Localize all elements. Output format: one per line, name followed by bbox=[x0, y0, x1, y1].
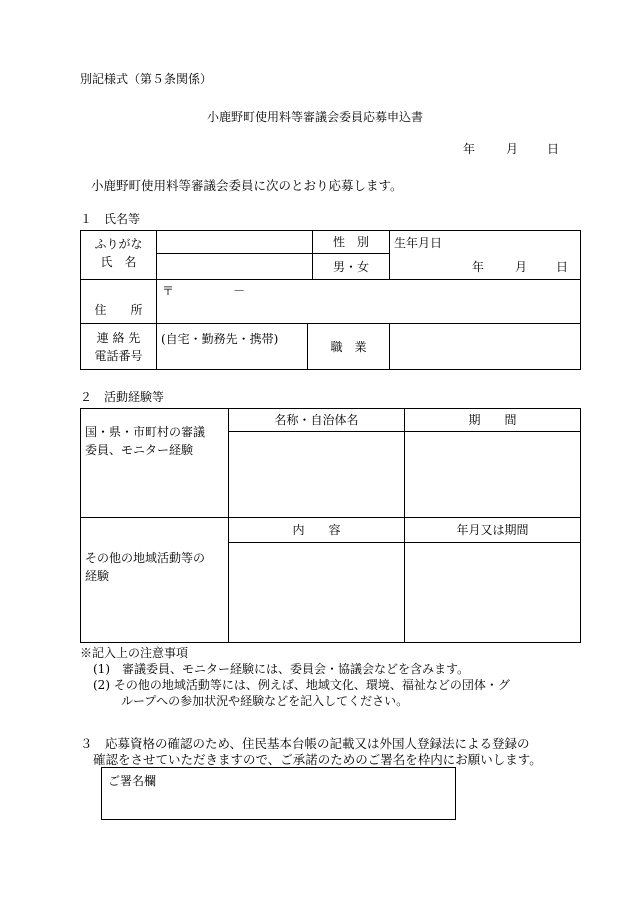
council-experience-label-1: 国・県・市町村の審議 bbox=[85, 425, 206, 439]
postal-dash: － bbox=[233, 284, 246, 298]
contact-label-cell bbox=[81, 324, 157, 370]
postal-mark: 〒 bbox=[162, 284, 175, 298]
section3-line-2: 確認をさせていただきますので、ご承諾のためのご署名を枠内にお願いします。 bbox=[93, 752, 542, 767]
birthdate-label: 生年月日 bbox=[394, 236, 443, 250]
occupation-label: 職 業 bbox=[308, 324, 390, 370]
activity-content-input-cell[interactable] bbox=[229, 543, 405, 643]
council-name-input-cell[interactable] bbox=[229, 432, 405, 518]
note-item-2-line-1: (2) その他の地域活動等には、例えば、地域文化、環境、福祉などの団体・グ bbox=[93, 678, 510, 692]
birthdate-cell[interactable] bbox=[390, 231, 581, 280]
furigana-input-cell[interactable] bbox=[157, 231, 313, 254]
notes-heading: ※記入上の注意事項 bbox=[80, 646, 189, 660]
local-activity-label-2: 経験 bbox=[85, 569, 110, 583]
name-label: 氏 名 bbox=[100, 255, 137, 269]
local-activity-label-1: その他の地域活動等の bbox=[85, 551, 206, 565]
signature-label: ご署名欄 bbox=[108, 774, 157, 788]
occupation-input-cell[interactable] bbox=[390, 324, 581, 370]
date-month: 月 bbox=[506, 142, 519, 156]
signature-box[interactable] bbox=[101, 767, 456, 820]
col-name-header: 名称・自治体名 bbox=[229, 409, 405, 432]
section3-line-1: ３ 応募資格の確認のため、住民基本台帳の記載又は外国人登録法による登録の bbox=[80, 736, 530, 751]
birth-year: 年 bbox=[472, 260, 485, 274]
birth-day: 日 bbox=[556, 260, 569, 274]
council-experience-label-cell bbox=[81, 409, 229, 518]
phone-label: 電話番号 bbox=[94, 348, 143, 363]
birth-month: 月 bbox=[515, 260, 528, 274]
col-date-period-header: 年月又は期間 bbox=[405, 518, 581, 543]
furigana-label: ふりがな bbox=[94, 237, 143, 251]
council-experience-label-2: 委員、モニター経験 bbox=[85, 443, 194, 457]
council-period-input-cell[interactable] bbox=[405, 432, 581, 518]
gender-label: 性 別 bbox=[313, 231, 390, 254]
activity-table bbox=[80, 408, 581, 643]
section2-heading: ２ 活動経験等 bbox=[80, 390, 165, 404]
personal-info-table bbox=[80, 230, 581, 370]
note-item-2-line-2: ループへの参加状況や経験などを記入してください。 bbox=[121, 694, 409, 708]
address-input-cell[interactable] bbox=[157, 280, 581, 324]
contact-type-options[interactable]: (自宅・勤務先・携帯) bbox=[157, 324, 308, 370]
section1-heading: １ 氏名等 bbox=[80, 212, 141, 226]
local-activity-label-cell bbox=[81, 518, 229, 643]
date-year: 年 bbox=[463, 142, 476, 156]
col-content-header: 内 容 bbox=[229, 518, 405, 543]
document-title: 小鹿野町使用料等審議会委員応募申込書 bbox=[206, 110, 423, 124]
intro-text: 小鹿野町使用料等審議会委員に次のとおり応募します。 bbox=[91, 178, 403, 193]
address-label: 住 所 bbox=[81, 280, 157, 324]
name-input-cell[interactable] bbox=[157, 254, 313, 280]
activity-date-input-cell[interactable] bbox=[405, 543, 581, 643]
note-item-1: (1) 審議委員、モニター経験には、委員会・協議会などを含みます。 bbox=[93, 662, 470, 676]
gender-options[interactable]: 男・女 bbox=[313, 254, 390, 280]
furigana-name-label-cell bbox=[81, 231, 157, 280]
form-reference: 別記様式（第５条関係） bbox=[80, 72, 213, 86]
date-day: 日 bbox=[547, 142, 560, 156]
contact-label: 連 絡 先 bbox=[96, 330, 141, 345]
col-period-header: 期 間 bbox=[405, 409, 581, 432]
